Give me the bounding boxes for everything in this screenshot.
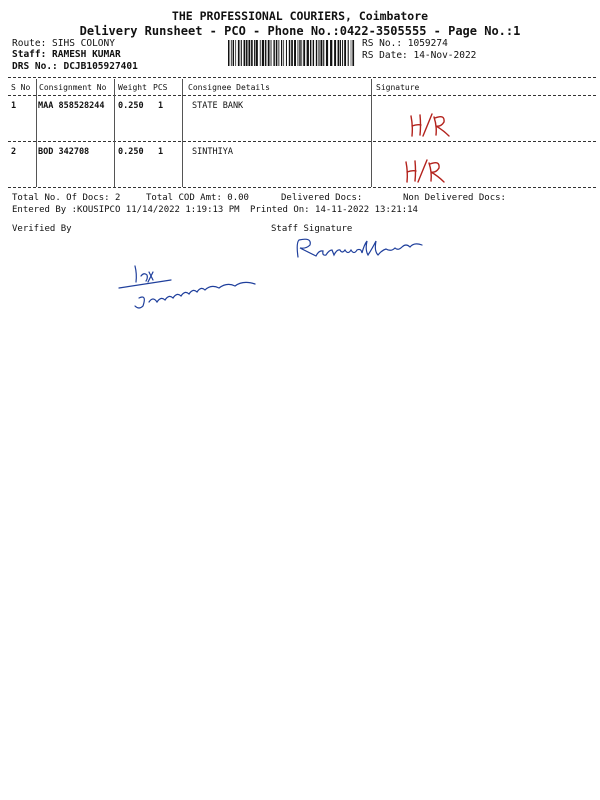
verifier-signature bbox=[115, 262, 265, 314]
runsheet-title: Delivery Runsheet - PCO - Phone No.:0422-3505555 - Page No.:1 bbox=[79, 24, 521, 38]
row-sno: 1 bbox=[11, 101, 17, 111]
entered-by: Entered By :KOUSIPCO 11/14/2022 1:19:13 PM bbox=[12, 205, 240, 215]
non-delivered-docs: Non Delivered Docs: bbox=[403, 193, 506, 203]
table-top-rule bbox=[8, 77, 596, 78]
total-docs: Total No. Of Docs: 2 bbox=[12, 193, 121, 203]
col-header-signature: Signature bbox=[376, 83, 420, 92]
column-divider bbox=[36, 79, 37, 187]
row-consignment: BOD 342708 bbox=[38, 147, 90, 157]
row-separator bbox=[8, 141, 596, 142]
row-consignee: STATE BANK bbox=[192, 101, 244, 111]
col-header-consignee: Consignee Details bbox=[188, 83, 270, 92]
row-consignment: MAA 858528244 bbox=[38, 101, 105, 111]
delivered-docs: Delivered Docs: bbox=[281, 193, 363, 203]
company-title: THE PROFESSIONAL COURIERS, Coimbatore bbox=[171, 9, 429, 23]
table-header-rule bbox=[8, 95, 596, 96]
column-divider bbox=[114, 79, 115, 187]
row-pcs: 1 bbox=[158, 101, 164, 111]
col-header-sno: S No bbox=[11, 83, 31, 92]
column-divider bbox=[182, 79, 183, 187]
staff-signature bbox=[292, 235, 428, 261]
row-signature bbox=[408, 112, 452, 138]
row-sno: 2 bbox=[11, 147, 17, 157]
barcode bbox=[228, 40, 356, 66]
row-weight: 0.250 bbox=[118, 101, 144, 111]
staff-signature-label: Staff Signature bbox=[271, 224, 353, 234]
column-divider bbox=[371, 79, 372, 187]
col-header-consignment: Consignment No bbox=[39, 83, 107, 92]
row-weight: 0.250 bbox=[118, 147, 144, 157]
col-header-pcs: PCS bbox=[153, 83, 168, 92]
printed-on: Printed On: 14-11-2022 13:21:14 bbox=[250, 205, 418, 215]
total-cod: Total COD Amt: 0.00 bbox=[146, 193, 249, 203]
rs-date: RS Date: 14-Nov-2022 bbox=[362, 50, 477, 61]
staff-label: Staff: RAMESH KUMAR bbox=[12, 49, 121, 60]
drs-number: DRS No.: DCJB105927401 bbox=[12, 61, 138, 72]
row-pcs: 1 bbox=[158, 147, 164, 157]
route-label: Route: SIHS COLONY bbox=[12, 38, 115, 49]
rs-number: RS No.: 1059274 bbox=[362, 38, 448, 49]
verified-by-label: Verified By bbox=[12, 224, 72, 234]
table-bottom-rule bbox=[8, 187, 596, 188]
row-signature bbox=[403, 158, 447, 184]
row-consignee: SINTHIYA bbox=[192, 147, 233, 157]
col-header-weight: Weight bbox=[118, 83, 147, 92]
